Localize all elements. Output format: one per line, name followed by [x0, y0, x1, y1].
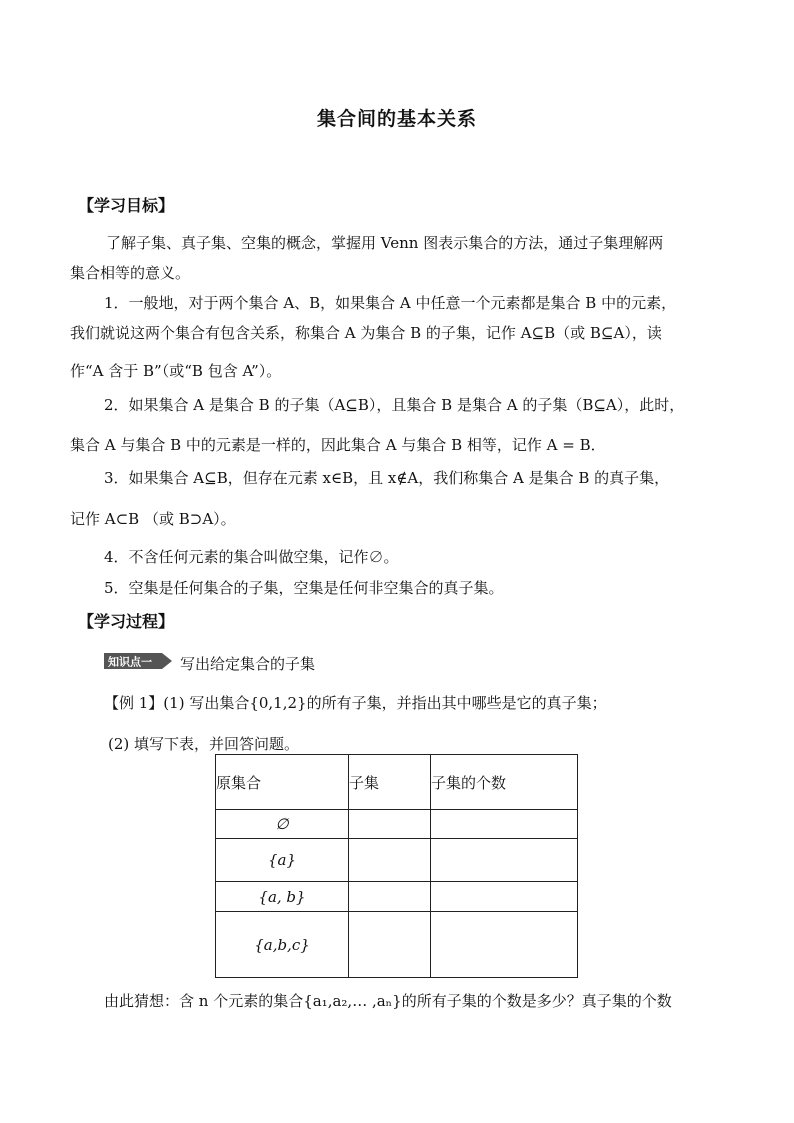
section-heading-goals: 【学习目标】 — [78, 196, 175, 215]
example-conclusion: 由此猜想：含 n 个元素的集合{a₁,a₂,… ,aₙ}的所有子集的个数是多少？真子集的个数 — [104, 992, 672, 1010]
goal-item1-line2: 我们就说这两个集合有包含关系，称集合 A 为集合 B 的子集，记作 A⊆B（或 B⊆A），读 — [70, 324, 662, 342]
table-row — [216, 882, 578, 912]
table-cell-subset-count — [431, 810, 578, 839]
goal-item3-line1: 3．如果集合 A⊆B，但存在元素 x∈B，且 x∉A，我们称集合 A 是集合 B 的真子集， — [104, 469, 670, 487]
table-header-row — [216, 755, 578, 810]
knowledge-point-label: 写出给定集合的子集 — [180, 655, 316, 673]
table-header-cell: 原集合 — [216, 755, 349, 810]
goal-item1-line3: 作“A 含于 B”（或“B 包含 A”）。 — [70, 362, 282, 380]
goal-item2-line2: 集合 A 与集合 B 中的元素是一样的，因此集合 A 与集合 B 相等，记作 A = B． — [70, 436, 606, 454]
table-cell-subsets — [349, 810, 431, 839]
table-cell-original-set: ∅ — [216, 810, 349, 839]
table-cell-subsets — [349, 839, 431, 882]
knowledge-point-badge-text: 知识点一 — [108, 655, 152, 669]
goal-item3-line2: 记作 A⊂B （或 B⊃A）。 — [70, 510, 236, 528]
goals-intro-line2: 集合相等的意义。 — [70, 264, 191, 282]
table-header-cell: 子集的个数 — [431, 755, 578, 810]
subset-table — [215, 754, 578, 978]
section-heading-process: 【学习过程】 — [78, 612, 175, 631]
page-title: 集合间的基本关系 — [316, 108, 477, 130]
table-row — [216, 810, 578, 839]
table-cell-subsets — [349, 882, 431, 912]
example-line2: (2) 填写下表，并回答问题。 — [108, 735, 300, 753]
table-cell-subsets — [349, 912, 431, 978]
badge-arrow-shape — [104, 653, 172, 669]
goal-item4: 4．不含任何元素的集合叫做空集，记作∅。 — [104, 548, 399, 566]
goals-intro-line1: 了解子集、真子集、空集的概念，掌握用 Venn 图表示集合的方法，通过子集理解两 — [106, 234, 664, 252]
knowledge-point-badge — [104, 653, 172, 669]
table-cell-original-set: {a, b} — [216, 882, 349, 912]
example-line1: 【例 1】(1) 写出集合{0,1,2}的所有子集，并指出其中哪些是它的真子集； — [104, 694, 607, 712]
table-cell-subset-count — [431, 882, 578, 912]
table-cell-subset-count — [431, 912, 578, 978]
table-header-cell: 子集 — [349, 755, 431, 810]
table-cell-original-set: {a,b,c} — [216, 912, 349, 978]
goal-item1-line1: 1．一般地，对于两个集合 A、B，如果集合 A 中任意一个元素都是集合 B 中的元素， — [104, 294, 677, 312]
table-cell-original-set: {a} — [216, 839, 349, 882]
table-row — [216, 912, 578, 978]
goal-item5: 5．空集是任何集合的子集，空集是任何非空集合的真子集。 — [104, 579, 504, 597]
table-row — [216, 839, 578, 882]
table-cell-subset-count — [431, 839, 578, 882]
goal-item2-line1: 2．如果集合 A 是集合 B 的子集（A⊆B），且集合 B 是集合 A 的子集（B⊆A），此时， — [104, 396, 685, 414]
